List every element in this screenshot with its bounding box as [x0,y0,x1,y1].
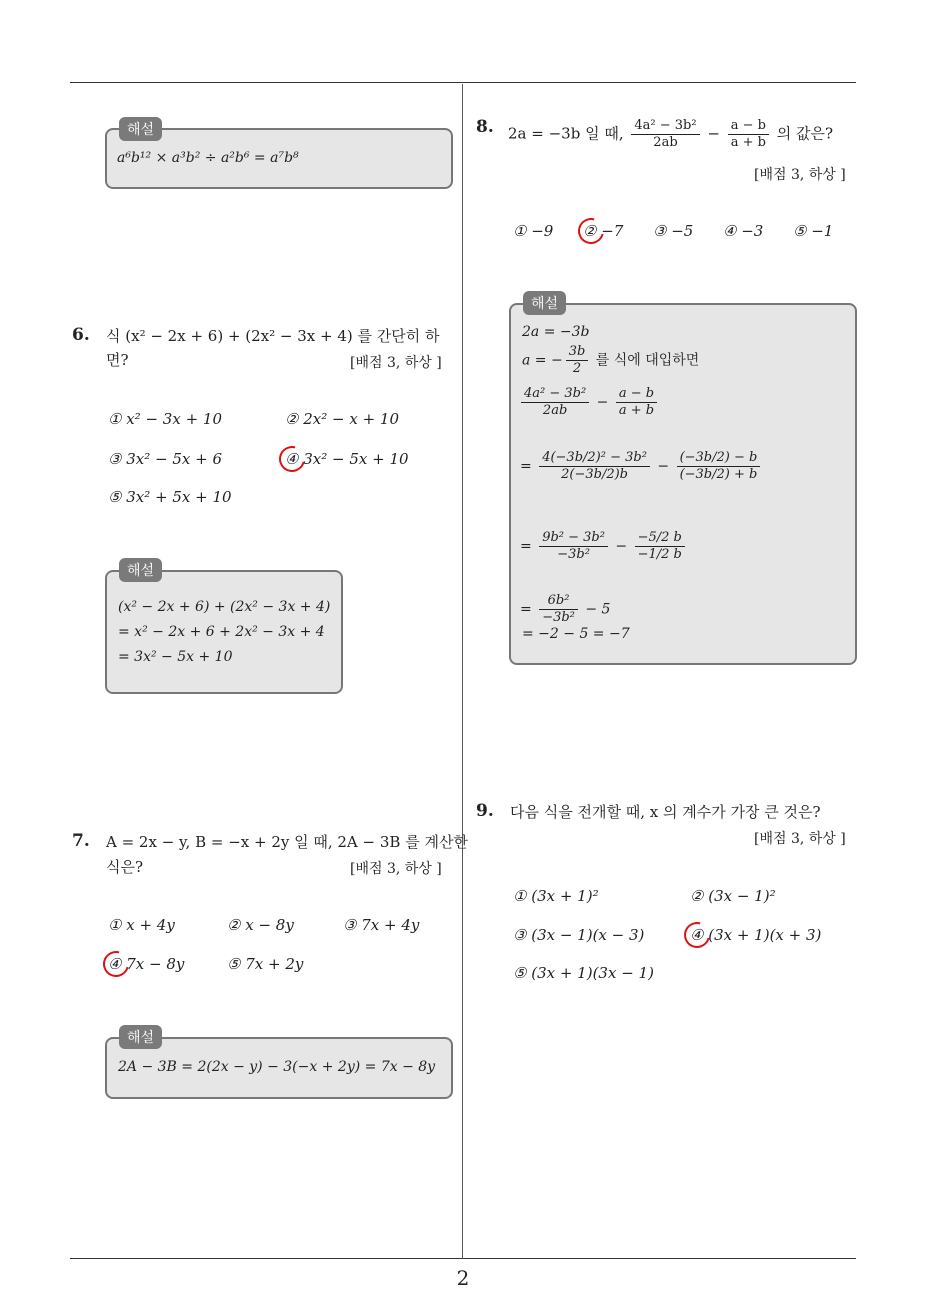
q8-answer-mark [573,213,609,249]
solution-tag: 해설 [119,117,162,141]
q6-option-3[interactable]: ③ 3x² − 5x + 6 [108,450,222,468]
question-8-fraction-2: $\frac{a - b}{a + b}$ [728,118,769,151]
q6-option-5[interactable]: ⑤ 3x² + 5x + 10 [108,488,232,506]
column-divider [462,84,463,1259]
q7-option-3[interactable]: ③ 7x + 4y [343,916,420,934]
solution-6-line-3: = 3x² − 5x + 10 [118,649,233,665]
question-8-number: 8. [476,117,494,137]
question-8-suffix: 의 값은? [776,124,834,143]
question-8-prefix: 2a = −3b 일 때, [508,124,624,143]
solution-7-line: 2A − 3B = 2(2x − y) − 3(−x + 2y) = 7x − 8y [118,1059,436,1075]
solution-5-line: a⁶b¹² × a³b² ÷ a²b⁶ = a⁷b⁸ [117,150,299,166]
question-6-text: 식 (x² − 2x + 6) + (2x² − 3x + 4) 를 간단히 하면? [106,327,440,369]
q8-option-3[interactable]: ③ −5 [653,222,694,240]
q8-option-4[interactable]: ④ −3 [723,222,764,240]
question-7-number: 7. [72,831,90,851]
question-8-text [508,118,833,151]
question-9-text: 다음 식을 전개할 때, x 의 계수가 가장 큰 것은? [510,803,821,821]
solution-8-line-6: = $\frac{\text{6b²}}{\text{−3b²}}$ − 5 [520,593,611,625]
solution-tag: 해설 [523,291,566,315]
q8-option-5[interactable]: ⑤ −1 [793,222,834,240]
solution-tag: 해설 [119,1025,162,1049]
q6-option-1[interactable]: ① x² − 3x + 10 [108,410,222,428]
q9-option-3[interactable]: ③ (3x − 1)(x − 3) [513,926,645,944]
solution-6-line-1: (x² − 2x + 6) + (2x² − 3x + 4) [118,599,331,615]
question-8-minus: − [707,124,720,143]
q9-option-4[interactable]: ④ (3x + 1)(x + 3) [690,926,822,944]
q6-answer-mark [274,441,310,477]
question-9-points: [배점 3, 하상 ] [754,831,846,847]
q6-option-2[interactable]: ② 2x² − x + 10 [285,410,399,428]
question-7-text-line-1: A = 2x − y, B = −x + 2y 일 때, 2A − 3B 를 계산한 [106,833,468,851]
q8-option-1[interactable]: ① −9 [513,222,554,240]
solution-8-line-1: 2a = −3b [522,324,590,340]
solution-8-line-5: = $\frac{\text{9b² − 3b²}}{\text{−3b²}}$ − $\frac{-5/2 b}{-1/2 b}$ [520,530,688,563]
q6-option-4[interactable]: ④ 3x² − 5x + 10 [285,450,409,468]
question-6-points: [배점 3, 하상 ] [350,355,442,371]
question-8-fraction-1: $\frac{\text{4a² − 3b²}}{2ab}$ [631,118,699,151]
q9-option-2[interactable]: ② (3x − 1)² [690,887,776,905]
q7-option-5[interactable]: ⑤ 7x + 2y [227,955,304,973]
q9-option-5[interactable]: ⑤ (3x + 1)(3x − 1) [513,964,654,982]
question-8-points: [배점 3, 하상 ] [754,167,846,183]
bottom-rule [70,1258,856,1259]
solution-8-line-2: a = − $\frac{3b}{2}$ 를 식에 대입하면 [522,344,700,376]
solution-8-line-3: $\frac{\text{4a² − 3b²}}{2ab}$ − $\frac{a - b}{a + b}$ [518,386,660,419]
question-7-points: [배점 3, 하상 ] [350,861,442,877]
question-7-text-line-2: 식은? [106,858,144,876]
solution-8-line-4: = $\frac{\text{4(−3b/2)² − 3b²}}{2(-3b/2)b}$ − $\frac{(-3b/2) - b}{(-3b/2) + b}$ [520,450,763,483]
solution-8-line-7: = −2 − 5 = −7 [522,626,630,642]
page-number: 2 [456,1266,470,1290]
q7-option-2[interactable]: ② x − 8y [227,916,294,934]
q9-answer-mark [679,917,715,953]
q8-option-2[interactable]: ② −7 [583,222,624,240]
q7-answer-mark [98,946,134,982]
top-rule [70,82,856,83]
q7-option-1[interactable]: ① x + 4y [108,916,175,934]
question-6-number: 6. [72,325,90,345]
q7-option-4[interactable]: ④ 7x − 8y [108,955,185,973]
solution-6-line-2: = x² − 2x + 6 + 2x² − 3x + 4 [118,624,325,640]
question-9-number: 9. [476,801,494,821]
solution-tag: 해설 [119,558,162,582]
q9-option-1[interactable]: ① (3x + 1)² [513,887,599,905]
